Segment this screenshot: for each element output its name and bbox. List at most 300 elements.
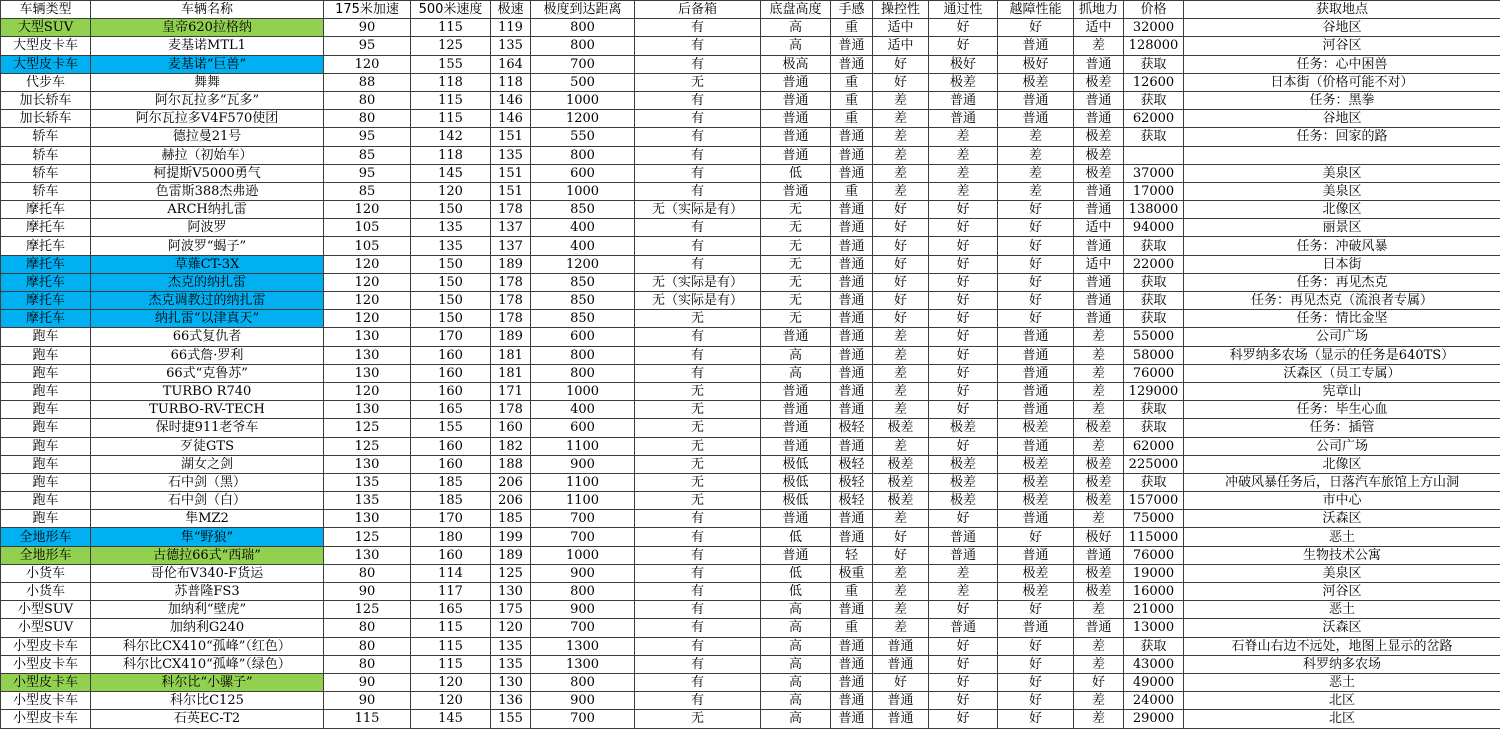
cell-speed-500m[interactable]: 135 (411, 219, 491, 237)
cell-obstacle-performance[interactable]: 好 (998, 255, 1074, 273)
cell-acquisition-location[interactable]: 科罗纳多农场 (1184, 655, 1500, 673)
cell-obstacle-performance[interactable]: 好 (998, 19, 1074, 37)
cell-control[interactable]: 好 (873, 546, 929, 564)
cell-acquisition-location[interactable]: 沃森区 (1184, 619, 1500, 637)
cell-passability[interactable]: 好 (929, 292, 998, 310)
cell-price[interactable]: 获取 (1124, 419, 1184, 437)
cell-control[interactable]: 好 (873, 219, 929, 237)
cell-price[interactable]: 获取 (1124, 55, 1184, 73)
cell-passability[interactable]: 好 (929, 510, 998, 528)
cell-acquisition-location[interactable]: 沃森区 (1184, 510, 1500, 528)
cell-top-speed[interactable]: 189 (491, 328, 531, 346)
cell-obstacle-performance[interactable]: 普通 (998, 401, 1074, 419)
cell-handling-feel[interactable]: 普通 (831, 273, 873, 291)
cell-accel-175m[interactable]: 80 (324, 91, 411, 109)
cell-trunk[interactable]: 有 (635, 564, 761, 582)
cell-vehicle-type[interactable]: 小型皮卡车 (1, 637, 91, 655)
cell-price[interactable]: 32000 (1124, 19, 1184, 37)
cell-speed-500m[interactable]: 145 (411, 710, 491, 728)
cell-vehicle-type[interactable]: 小货车 (1, 564, 91, 582)
cell-handling-feel[interactable]: 普通 (831, 437, 873, 455)
cell-obstacle-performance[interactable]: 好 (998, 201, 1074, 219)
cell-top-speed[interactable]: 120 (491, 619, 531, 637)
cell-trunk[interactable]: 有 (635, 182, 761, 200)
cell-ground-clearance[interactable]: 高 (761, 637, 831, 655)
cell-vehicle-name[interactable]: 隼MZ2 (91, 510, 324, 528)
cell-ground-clearance[interactable]: 普通 (761, 510, 831, 528)
cell-top-speed-distance[interactable]: 400 (531, 401, 635, 419)
cell-ground-clearance[interactable]: 高 (761, 346, 831, 364)
cell-accel-175m[interactable]: 125 (324, 528, 411, 546)
cell-speed-500m[interactable]: 115 (411, 637, 491, 655)
cell-trunk[interactable]: 有 (635, 55, 761, 73)
cell-vehicle-type[interactable]: 大型SUV (1, 19, 91, 37)
cell-accel-175m[interactable]: 80 (324, 655, 411, 673)
cell-price[interactable]: 获取 (1124, 637, 1184, 655)
cell-vehicle-type[interactable]: 小型SUV (1, 619, 91, 637)
cell-ground-clearance[interactable]: 无 (761, 237, 831, 255)
cell-accel-175m[interactable]: 80 (324, 564, 411, 582)
cell-grip[interactable]: 极差 (1074, 73, 1124, 91)
cell-price[interactable]: 获取 (1124, 237, 1184, 255)
cell-obstacle-performance[interactable]: 好 (998, 237, 1074, 255)
cell-passability[interactable]: 好 (929, 364, 998, 382)
cell-vehicle-name[interactable]: 66式“克鲁苏” (91, 364, 324, 382)
cell-top-speed-distance[interactable]: 1000 (531, 91, 635, 109)
cell-price[interactable]: 29000 (1124, 710, 1184, 728)
cell-vehicle-type[interactable]: 摩托车 (1, 219, 91, 237)
cell-grip[interactable]: 差 (1074, 401, 1124, 419)
column-header-grip[interactable]: 抓地力 (1074, 1, 1124, 19)
cell-trunk[interactable]: 有 (635, 164, 761, 182)
cell-speed-500m[interactable]: 115 (411, 91, 491, 109)
cell-passability[interactable]: 好 (929, 655, 998, 673)
cell-price[interactable]: 22000 (1124, 255, 1184, 273)
cell-price[interactable]: 94000 (1124, 219, 1184, 237)
cell-handling-feel[interactable]: 重 (831, 110, 873, 128)
cell-trunk[interactable]: 有 (635, 637, 761, 655)
column-header-vehicle-type[interactable]: 车辆类型 (1, 1, 91, 19)
cell-speed-500m[interactable]: 120 (411, 673, 491, 691)
cell-vehicle-type[interactable]: 摩托车 (1, 310, 91, 328)
cell-grip[interactable]: 极差 (1074, 583, 1124, 601)
cell-accel-175m[interactable]: 105 (324, 237, 411, 255)
cell-vehicle-name[interactable]: 杰克调教过的纳扎雷 (91, 292, 324, 310)
cell-obstacle-performance[interactable]: 好 (998, 637, 1074, 655)
cell-acquisition-location[interactable]: 北区 (1184, 692, 1500, 710)
cell-price[interactable]: 21000 (1124, 601, 1184, 619)
cell-trunk[interactable]: 有 (635, 692, 761, 710)
cell-speed-500m[interactable]: 160 (411, 455, 491, 473)
cell-vehicle-name[interactable]: 66式复仇者 (91, 328, 324, 346)
cell-top-speed-distance[interactable]: 800 (531, 364, 635, 382)
cell-vehicle-name[interactable]: 杰克的纳扎雷 (91, 273, 324, 291)
cell-control[interactable]: 好 (873, 201, 929, 219)
cell-vehicle-type[interactable]: 小型皮卡车 (1, 710, 91, 728)
cell-top-speed-distance[interactable]: 1300 (531, 655, 635, 673)
cell-passability[interactable]: 好 (929, 637, 998, 655)
column-header-top-speed[interactable]: 极速 (491, 1, 531, 19)
cell-ground-clearance[interactable]: 极低 (761, 455, 831, 473)
cell-obstacle-performance[interactable]: 好 (998, 528, 1074, 546)
cell-top-speed-distance[interactable]: 600 (531, 328, 635, 346)
cell-top-speed[interactable]: 181 (491, 346, 531, 364)
cell-trunk[interactable]: 有 (635, 619, 761, 637)
cell-vehicle-name[interactable]: 德拉曼21号 (91, 128, 324, 146)
cell-passability[interactable]: 好 (929, 37, 998, 55)
cell-top-speed-distance[interactable]: 1200 (531, 255, 635, 273)
column-header-price[interactable]: 价格 (1124, 1, 1184, 19)
cell-handling-feel[interactable]: 极轻 (831, 492, 873, 510)
cell-obstacle-performance[interactable]: 普通 (998, 328, 1074, 346)
cell-grip[interactable]: 差 (1074, 328, 1124, 346)
cell-price[interactable]: 16000 (1124, 583, 1184, 601)
cell-accel-175m[interactable]: 90 (324, 19, 411, 37)
cell-price[interactable] (1124, 146, 1184, 164)
column-header-trunk[interactable]: 后备箱 (635, 1, 761, 19)
cell-accel-175m[interactable]: 115 (324, 710, 411, 728)
cell-acquisition-location[interactable]: 北区 (1184, 710, 1500, 728)
cell-handling-feel[interactable]: 普通 (831, 382, 873, 400)
cell-control[interactable]: 极差 (873, 492, 929, 510)
cell-handling-feel[interactable]: 普通 (831, 201, 873, 219)
cell-vehicle-type[interactable]: 摩托车 (1, 292, 91, 310)
cell-vehicle-type[interactable]: 轿车 (1, 128, 91, 146)
cell-grip[interactable]: 差 (1074, 637, 1124, 655)
cell-control[interactable]: 差 (873, 110, 929, 128)
cell-price[interactable]: 58000 (1124, 346, 1184, 364)
cell-handling-feel[interactable]: 普通 (831, 346, 873, 364)
cell-price[interactable]: 获取 (1124, 128, 1184, 146)
cell-vehicle-name[interactable]: 石英EC-T2 (91, 710, 324, 728)
cell-handling-feel[interactable]: 普通 (831, 673, 873, 691)
cell-vehicle-name[interactable]: 石中剑（白） (91, 492, 324, 510)
cell-ground-clearance[interactable]: 普通 (761, 91, 831, 109)
cell-top-speed-distance[interactable]: 700 (531, 510, 635, 528)
cell-trunk[interactable]: 有 (635, 346, 761, 364)
cell-acquisition-location[interactable]: 任务：再见杰克 (1184, 273, 1500, 291)
cell-trunk[interactable]: 无 (635, 455, 761, 473)
cell-obstacle-performance[interactable]: 极差 (998, 419, 1074, 437)
cell-price[interactable]: 获取 (1124, 401, 1184, 419)
cell-acquisition-location[interactable]: 谷地区 (1184, 110, 1500, 128)
cell-price[interactable]: 157000 (1124, 492, 1184, 510)
cell-trunk[interactable]: 无 (635, 492, 761, 510)
cell-vehicle-name[interactable]: 保时捷911老爷车 (91, 419, 324, 437)
cell-top-speed-distance[interactable]: 900 (531, 601, 635, 619)
cell-vehicle-name[interactable]: 歹徒GTS (91, 437, 324, 455)
cell-passability[interactable]: 普通 (929, 619, 998, 637)
cell-top-speed[interactable]: 189 (491, 546, 531, 564)
cell-handling-feel[interactable]: 普通 (831, 146, 873, 164)
cell-acquisition-location[interactable]: 美泉区 (1184, 164, 1500, 182)
cell-vehicle-type[interactable]: 小型皮卡车 (1, 692, 91, 710)
cell-ground-clearance[interactable]: 无 (761, 201, 831, 219)
cell-speed-500m[interactable]: 120 (411, 692, 491, 710)
cell-acquisition-location[interactable]: 市中心 (1184, 492, 1500, 510)
cell-price[interactable]: 62000 (1124, 110, 1184, 128)
cell-acquisition-location[interactable] (1184, 146, 1500, 164)
cell-price[interactable]: 75000 (1124, 510, 1184, 528)
cell-top-speed-distance[interactable]: 600 (531, 164, 635, 182)
cell-vehicle-name[interactable]: 古德拉66式“西瑞” (91, 546, 324, 564)
cell-control[interactable]: 好 (873, 292, 929, 310)
cell-trunk[interactable]: 有 (635, 91, 761, 109)
cell-price[interactable]: 129000 (1124, 382, 1184, 400)
cell-top-speed[interactable]: 189 (491, 255, 531, 273)
cell-accel-175m[interactable]: 90 (324, 692, 411, 710)
cell-price[interactable]: 115000 (1124, 528, 1184, 546)
cell-trunk[interactable]: 有 (635, 364, 761, 382)
cell-trunk[interactable]: 有 (635, 655, 761, 673)
cell-vehicle-name[interactable]: 麦基诺MTL1 (91, 37, 324, 55)
cell-ground-clearance[interactable]: 无 (761, 219, 831, 237)
cell-trunk[interactable]: 无 (635, 419, 761, 437)
cell-obstacle-performance[interactable]: 普通 (998, 437, 1074, 455)
cell-trunk[interactable]: 有 (635, 255, 761, 273)
cell-control[interactable]: 差 (873, 601, 929, 619)
cell-control[interactable]: 极差 (873, 419, 929, 437)
cell-obstacle-performance[interactable]: 普通 (998, 510, 1074, 528)
cell-acquisition-location[interactable]: 任务：黑拳 (1184, 91, 1500, 109)
cell-handling-feel[interactable]: 普通 (831, 292, 873, 310)
cell-speed-500m[interactable]: 142 (411, 128, 491, 146)
cell-obstacle-performance[interactable]: 好 (998, 710, 1074, 728)
cell-trunk[interactable]: 有 (635, 237, 761, 255)
cell-passability[interactable]: 好 (929, 437, 998, 455)
cell-handling-feel[interactable]: 普通 (831, 255, 873, 273)
cell-control[interactable]: 好 (873, 273, 929, 291)
cell-ground-clearance[interactable]: 高 (761, 692, 831, 710)
cell-price[interactable]: 138000 (1124, 201, 1184, 219)
cell-ground-clearance[interactable]: 普通 (761, 146, 831, 164)
cell-accel-175m[interactable]: 80 (324, 637, 411, 655)
cell-accel-175m[interactable]: 130 (324, 328, 411, 346)
cell-acquisition-location[interactable]: 河谷区 (1184, 37, 1500, 55)
cell-grip[interactable]: 极差 (1074, 419, 1124, 437)
cell-speed-500m[interactable]: 115 (411, 19, 491, 37)
cell-grip[interactable]: 普通 (1074, 546, 1124, 564)
cell-grip[interactable]: 普通 (1074, 292, 1124, 310)
cell-top-speed-distance[interactable]: 850 (531, 292, 635, 310)
cell-handling-feel[interactable]: 极轻 (831, 473, 873, 491)
cell-accel-175m[interactable]: 130 (324, 510, 411, 528)
cell-top-speed[interactable]: 130 (491, 583, 531, 601)
cell-handling-feel[interactable]: 普通 (831, 364, 873, 382)
cell-grip[interactable]: 差 (1074, 692, 1124, 710)
cell-passability[interactable]: 好 (929, 310, 998, 328)
cell-obstacle-performance[interactable]: 好 (998, 655, 1074, 673)
cell-top-speed[interactable]: 206 (491, 492, 531, 510)
cell-passability[interactable]: 好 (929, 201, 998, 219)
cell-ground-clearance[interactable]: 低 (761, 528, 831, 546)
cell-top-speed[interactable]: 178 (491, 401, 531, 419)
cell-obstacle-performance[interactable]: 好 (998, 601, 1074, 619)
cell-control[interactable]: 差 (873, 510, 929, 528)
cell-accel-175m[interactable]: 120 (324, 55, 411, 73)
cell-trunk[interactable]: 有 (635, 110, 761, 128)
cell-price[interactable]: 24000 (1124, 692, 1184, 710)
cell-obstacle-performance[interactable]: 普通 (998, 364, 1074, 382)
cell-ground-clearance[interactable]: 无 (761, 310, 831, 328)
cell-accel-175m[interactable]: 120 (324, 201, 411, 219)
cell-vehicle-name[interactable]: TURBO-RV-TECH (91, 401, 324, 419)
cell-top-speed-distance[interactable]: 700 (531, 619, 635, 637)
cell-grip[interactable]: 适中 (1074, 219, 1124, 237)
cell-vehicle-type[interactable]: 摩托车 (1, 255, 91, 273)
cell-passability[interactable]: 好 (929, 692, 998, 710)
cell-ground-clearance[interactable]: 高 (761, 364, 831, 382)
cell-top-speed[interactable]: 178 (491, 292, 531, 310)
cell-price[interactable]: 43000 (1124, 655, 1184, 673)
cell-grip[interactable]: 普通 (1074, 110, 1124, 128)
cell-handling-feel[interactable]: 普通 (831, 310, 873, 328)
cell-accel-175m[interactable]: 130 (324, 455, 411, 473)
cell-ground-clearance[interactable]: 高 (761, 655, 831, 673)
cell-passability[interactable]: 普通 (929, 528, 998, 546)
cell-passability[interactable]: 好 (929, 255, 998, 273)
cell-ground-clearance[interactable]: 高 (761, 673, 831, 691)
cell-top-speed-distance[interactable]: 850 (531, 310, 635, 328)
cell-vehicle-name[interactable]: 舞舞 (91, 73, 324, 91)
cell-speed-500m[interactable]: 125 (411, 37, 491, 55)
cell-obstacle-performance[interactable]: 普通 (998, 37, 1074, 55)
cell-handling-feel[interactable]: 极重 (831, 564, 873, 582)
cell-speed-500m[interactable]: 155 (411, 55, 491, 73)
cell-handling-feel[interactable]: 普通 (831, 37, 873, 55)
cell-vehicle-type[interactable]: 跑车 (1, 473, 91, 491)
cell-control[interactable]: 好 (873, 528, 929, 546)
column-header-handling-feel[interactable]: 手感 (831, 1, 873, 19)
cell-handling-feel[interactable]: 重 (831, 182, 873, 200)
cell-acquisition-location[interactable]: 日本街 (1184, 255, 1500, 273)
cell-vehicle-type[interactable]: 跑车 (1, 328, 91, 346)
cell-top-speed-distance[interactable]: 400 (531, 219, 635, 237)
cell-control[interactable]: 差 (873, 146, 929, 164)
cell-top-speed-distance[interactable]: 600 (531, 419, 635, 437)
cell-obstacle-performance[interactable]: 普通 (998, 382, 1074, 400)
cell-obstacle-performance[interactable]: 差 (998, 146, 1074, 164)
cell-vehicle-type[interactable]: 轿车 (1, 182, 91, 200)
cell-speed-500m[interactable]: 120 (411, 182, 491, 200)
cell-obstacle-performance[interactable]: 差 (998, 182, 1074, 200)
cell-top-speed-distance[interactable]: 900 (531, 564, 635, 582)
cell-obstacle-performance[interactable]: 好 (998, 292, 1074, 310)
cell-passability[interactable]: 差 (929, 146, 998, 164)
cell-grip[interactable]: 差 (1074, 37, 1124, 55)
column-header-ground-clearance[interactable]: 底盘高度 (761, 1, 831, 19)
cell-grip[interactable]: 差 (1074, 710, 1124, 728)
cell-handling-feel[interactable]: 普通 (831, 55, 873, 73)
cell-grip[interactable]: 极差 (1074, 164, 1124, 182)
cell-price[interactable]: 49000 (1124, 673, 1184, 691)
cell-passability[interactable]: 好 (929, 710, 998, 728)
cell-speed-500m[interactable]: 118 (411, 146, 491, 164)
cell-speed-500m[interactable]: 160 (411, 382, 491, 400)
cell-top-speed-distance[interactable]: 1100 (531, 492, 635, 510)
cell-vehicle-type[interactable]: 大型皮卡车 (1, 55, 91, 73)
cell-passability[interactable]: 好 (929, 273, 998, 291)
cell-trunk[interactable]: 有 (635, 146, 761, 164)
cell-price[interactable]: 128000 (1124, 37, 1184, 55)
cell-vehicle-name[interactable]: 科尔比“小骡子” (91, 673, 324, 691)
cell-control[interactable]: 极差 (873, 473, 929, 491)
cell-vehicle-name[interactable]: 阿尔瓦拉多V4F570使团 (91, 110, 324, 128)
cell-accel-175m[interactable]: 95 (324, 37, 411, 55)
cell-trunk[interactable]: 有 (635, 601, 761, 619)
cell-price[interactable]: 13000 (1124, 619, 1184, 637)
cell-trunk[interactable]: 无（实际是有） (635, 201, 761, 219)
cell-obstacle-performance[interactable]: 好 (998, 273, 1074, 291)
cell-ground-clearance[interactable]: 无 (761, 255, 831, 273)
cell-passability[interactable]: 极差 (929, 455, 998, 473)
cell-acquisition-location[interactable]: 美泉区 (1184, 564, 1500, 582)
cell-grip[interactable]: 极好 (1074, 528, 1124, 546)
cell-top-speed[interactable]: 171 (491, 382, 531, 400)
cell-accel-175m[interactable]: 130 (324, 401, 411, 419)
cell-vehicle-type[interactable]: 轿车 (1, 164, 91, 182)
cell-top-speed[interactable]: 151 (491, 164, 531, 182)
cell-ground-clearance[interactable]: 极高 (761, 55, 831, 73)
cell-speed-500m[interactable]: 185 (411, 473, 491, 491)
cell-acquisition-location[interactable]: 河谷区 (1184, 583, 1500, 601)
cell-top-speed-distance[interactable]: 800 (531, 346, 635, 364)
cell-accel-175m[interactable]: 95 (324, 128, 411, 146)
cell-ground-clearance[interactable]: 低 (761, 164, 831, 182)
cell-obstacle-performance[interactable]: 极好 (998, 55, 1074, 73)
cell-handling-feel[interactable]: 重 (831, 91, 873, 109)
cell-vehicle-type[interactable]: 小型SUV (1, 601, 91, 619)
cell-top-speed[interactable]: 206 (491, 473, 531, 491)
cell-top-speed[interactable]: 160 (491, 419, 531, 437)
cell-ground-clearance[interactable]: 普通 (761, 546, 831, 564)
cell-passability[interactable]: 极差 (929, 73, 998, 91)
cell-handling-feel[interactable]: 极轻 (831, 455, 873, 473)
cell-vehicle-type[interactable]: 轿车 (1, 146, 91, 164)
cell-ground-clearance[interactable]: 普通 (761, 182, 831, 200)
cell-grip[interactable]: 极差 (1074, 564, 1124, 582)
cell-grip[interactable]: 极差 (1074, 146, 1124, 164)
cell-grip[interactable]: 普通 (1074, 273, 1124, 291)
cell-handling-feel[interactable]: 轻 (831, 546, 873, 564)
cell-top-speed-distance[interactable]: 800 (531, 146, 635, 164)
cell-handling-feel[interactable]: 普通 (831, 637, 873, 655)
cell-top-speed[interactable]: 119 (491, 19, 531, 37)
cell-handling-feel[interactable]: 重 (831, 73, 873, 91)
cell-top-speed-distance[interactable]: 1000 (531, 546, 635, 564)
cell-accel-175m[interactable]: 120 (324, 292, 411, 310)
cell-price[interactable]: 获取 (1124, 310, 1184, 328)
cell-trunk[interactable]: 有 (635, 128, 761, 146)
cell-trunk[interactable]: 有 (635, 583, 761, 601)
cell-vehicle-type[interactable]: 全地形车 (1, 528, 91, 546)
cell-top-speed[interactable]: 137 (491, 237, 531, 255)
cell-handling-feel[interactable]: 普通 (831, 510, 873, 528)
cell-acquisition-location[interactable]: 任务：插管 (1184, 419, 1500, 437)
cell-trunk[interactable]: 无 (635, 437, 761, 455)
cell-ground-clearance[interactable]: 普通 (761, 73, 831, 91)
cell-top-speed[interactable]: 118 (491, 73, 531, 91)
cell-speed-500m[interactable]: 160 (411, 546, 491, 564)
cell-handling-feel[interactable]: 重 (831, 583, 873, 601)
cell-speed-500m[interactable]: 160 (411, 346, 491, 364)
cell-passability[interactable]: 好 (929, 346, 998, 364)
cell-ground-clearance[interactable]: 极低 (761, 492, 831, 510)
cell-top-speed-distance[interactable]: 400 (531, 237, 635, 255)
column-header-acquisition-location[interactable]: 获取地点 (1184, 1, 1500, 19)
cell-grip[interactable]: 极差 (1074, 128, 1124, 146)
cell-top-speed[interactable]: 181 (491, 364, 531, 382)
